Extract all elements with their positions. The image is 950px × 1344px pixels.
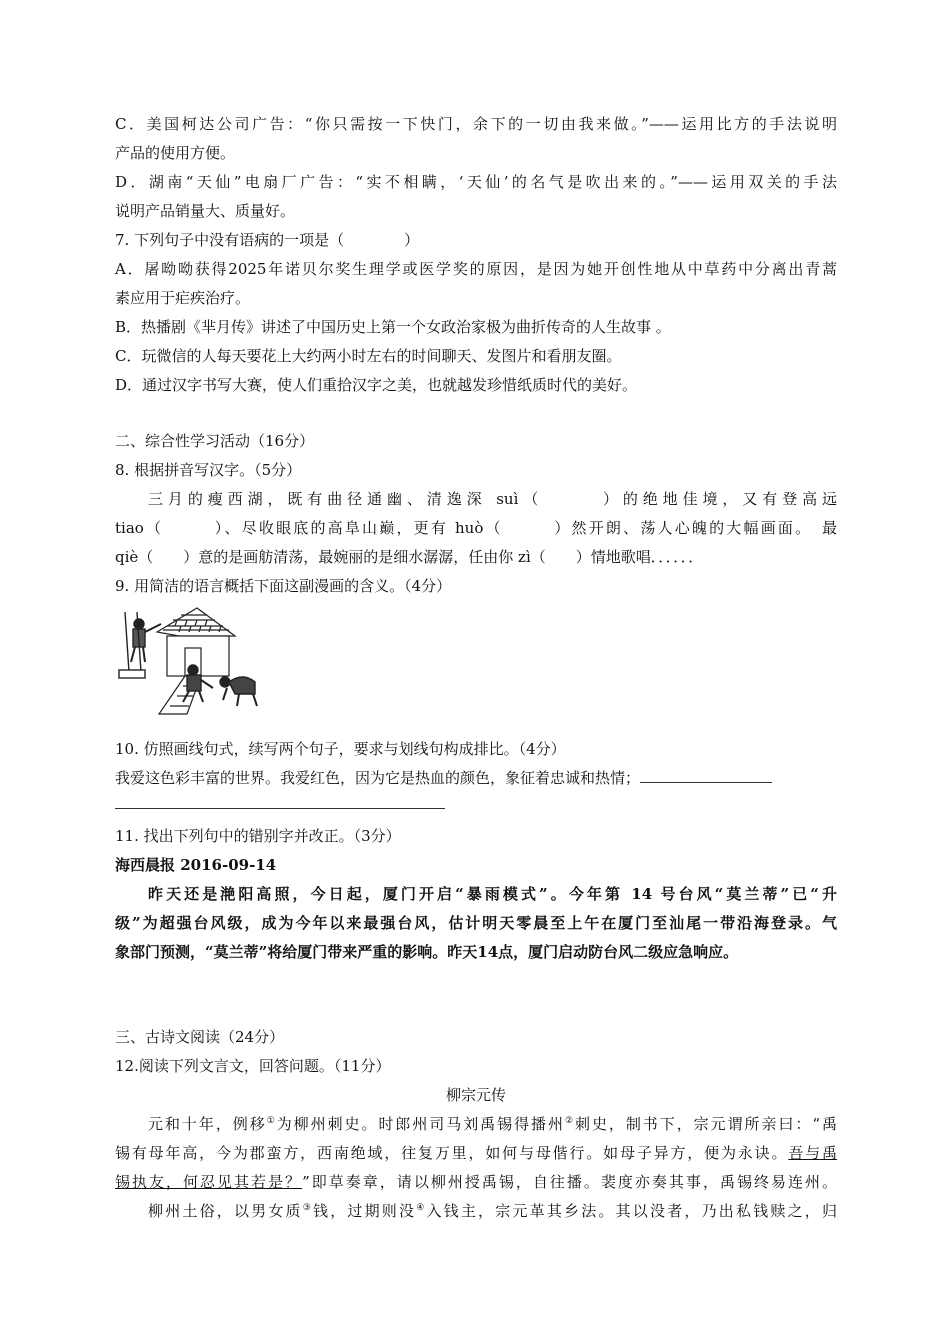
text-para1-line2 xyxy=(115,1143,837,1163)
footnote-mark: ④ xyxy=(416,1203,427,1213)
comic-cartoon xyxy=(115,602,265,716)
text-para2-line1 xyxy=(148,1201,837,1221)
text-segment: 刺史，制书下，宗元谓所亲曰：“禹 xyxy=(574,1115,837,1133)
text-segment: 柳州土俗，以男女质 xyxy=(148,1202,303,1220)
q10-prompt-text: 我爱这色彩丰富的世界。我爱红色，因为它是热血的颜色，象征着忠诚和热情； xyxy=(115,769,641,787)
q6-option-d-line1: D．湖南“天仙”电扇厂广告：“实不相瞒，‘天仙’的名气是吹出来的。”——运用双关的手法 xyxy=(115,173,837,191)
text-segment: 锡有母年高，今为郡蛮方，西南绝域，往复万里，如何与母偕行。如母子异方，便为永诀。 xyxy=(115,1144,789,1162)
underlined-sentence: 吾与禹 xyxy=(788,1144,837,1162)
q6-option-d-line2: 说明产品销量大、质量好。 xyxy=(115,202,296,220)
section3-title: 三、古诗文阅读（24分） xyxy=(115,1028,285,1046)
q11-stem: 11. 找出下列句中的错别字并改正。（3分） xyxy=(115,827,401,845)
q11-passage-line3: 象部门预测，“莫兰蒂”将给厦门带来严重的影响。昨天14点，厦门启动防台风二级应急响应。 xyxy=(115,943,739,961)
text-segment: 元和十年，例移 xyxy=(148,1115,267,1133)
q6-option-c-line1: C．美国柯达公司广告：“你只需按一下快门，余下的一切由我来做。”——运用比方的手法说明 xyxy=(115,115,837,133)
text-segment: ”即草奏章，请以柳州授禹锡，自往播。裴度亦奏其事，禹锡终易连州。 xyxy=(302,1173,837,1191)
q8-stem: 8. 根据拼音写汉字。（5分） xyxy=(115,461,302,479)
q7-option-c: C．玩微信的人每天要花上大约两小时左右的时间聊天、发图片和看朋友圈。 xyxy=(115,347,622,365)
text-para1-line3 xyxy=(115,1172,837,1192)
q10-stem: 10. 仿照画线句式，续写两个句子，要求与划线句构成排比。（4分） xyxy=(115,740,566,758)
q7-option-a-line1: A．屠呦呦获得2025年诺贝尔奖生理学或医学奖的原因，是因为她开创性地从中草药中分离出青蒿 xyxy=(115,260,837,278)
q8-passage-line1: 三月的瘦西湖，既有曲径通幽、清逸深 suì（ ）的绝地佳境，又有登高远 xyxy=(148,490,837,508)
text-segment: 为柳州刺史。时郎州司马刘禹锡得播州 xyxy=(276,1115,565,1133)
q7-option-b: B．热播剧《芈月传》讲述了中国历史上第一个女政治家极为曲折传奇的人生故事 。 xyxy=(115,318,671,336)
footnote-mark: ② xyxy=(564,1116,575,1126)
underlined-sentence: 锡执友，何忍见其若是？ xyxy=(115,1173,303,1191)
q11-source: 海西晨报 2016-09-14 xyxy=(115,856,277,874)
text-para1-line1 xyxy=(148,1114,837,1134)
text-segment: 钱，过期则没 xyxy=(313,1202,417,1220)
footnote-mark: ③ xyxy=(302,1203,314,1213)
q7-stem: 7. 下列句子中没有语病的一项是（ ） xyxy=(115,231,420,249)
q9-stem: 9. 用简洁的语言概括下面这副漫画的含义。（4分） xyxy=(115,577,452,595)
q7-option-d: D．通过汉字书写大赛，使人们重拾汉字之美，也就越发珍惜纸质时代的美好。 xyxy=(115,376,638,394)
q11-passage-line1: 昨天还是滟阳高照，今日起，厦门开启“暴雨模式”。今年第 14 号台风“莫兰蒂”已“升 xyxy=(148,885,837,903)
q10-answer-blank xyxy=(640,768,772,783)
text-title: 柳宗元传 xyxy=(445,1086,506,1104)
q11-passage-line2: 级”为超强台风级，成为今年以来最强台风，估计明天零晨至上午在厦门至汕尾一带沿海登录。气 xyxy=(115,914,837,932)
q10-prompt-line xyxy=(115,768,837,788)
q8-passage-line3: qiè（ ）意的是画舫清荡，最婉丽的是细水潺潺，任由你 zì（ ）情地歌唱．．．．．． xyxy=(115,548,704,566)
q8-passage-line2: tiao（ ）、尽收眼底的高阜山巅，更有 huò（ ）然开朗、荡人心魄的大幅画面。 最 xyxy=(115,519,837,537)
q6-option-c-line2: 产品的使用方便。 xyxy=(115,144,236,162)
text-segment: 入钱主，宗元革其乡法。其以没者，乃出私钱赎之，归 xyxy=(426,1202,837,1220)
q12-stem: 12.阅读下列文言文，回答问题。（11分） xyxy=(115,1057,391,1075)
footnote-mark: ① xyxy=(266,1116,277,1126)
section2-title: 二、综合性学习活动（16分） xyxy=(115,432,315,450)
q7-option-a-line2: 素应用于疟疾治疗。 xyxy=(115,289,251,307)
q10-answer-line xyxy=(115,808,445,809)
